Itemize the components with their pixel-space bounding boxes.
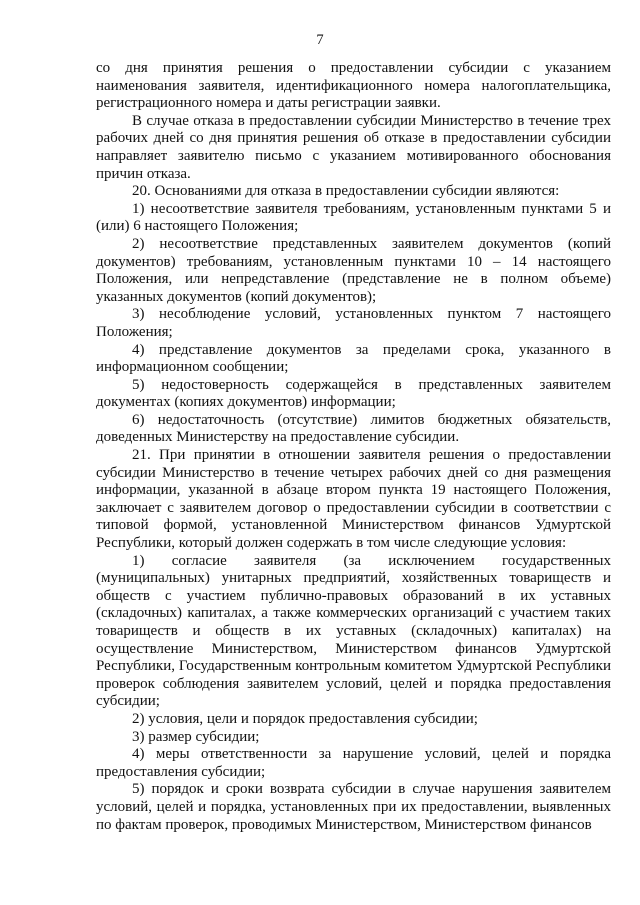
list-item-20-5: 5) недостоверность содержащейся в представленных заявителем документах (копиях документов) информации; — [96, 376, 611, 411]
list-item-21-5: 5) порядок и сроки возврата субсидии в случае нарушения заявителем условий, целей и порядка, установленных при их предоставлении, выявленных по фактам проверок, проводимых Министерством, Министерством финансов — [96, 781, 611, 833]
list-item-21-2: 2) условия, цели и порядок предоставления субсидии; — [132, 710, 478, 727]
list-item-20-1: 1) несоответствие заявителя требованиям, установленным пунктами 5 и (или) 6 настоящего Положения; — [96, 200, 611, 235]
paragraph-21-heading: 21. При принятии в отношении заявителя решения о предоставлении субсидии Министерство в течение четырех рабочих дней со дня размещения информации, указанной в абзаце втором пункта 19 настоящего Положения, заключает с заявителем договор о предоставлении субсидии в соответствии с типовой формой, установленной Министерством финансов Удмуртской Республики, который должен содержать в том числе следующие условия: — [96, 447, 611, 552]
list-item-20-6: 6) недостаточность (отсутствие) лимитов бюджетных обязательств, доведенных Министерству на предоставление субсидии. — [96, 411, 611, 446]
list-item-20-3: 3) несоблюдение условий, установленных пунктом 7 настоящего Положения; — [96, 306, 611, 340]
page-number: 7 — [316, 32, 324, 48]
list-item-21-4: 4) меры ответственности за нарушение условий, целей и порядка предоставления субсидии; — [96, 746, 611, 780]
list-item-20-4: 4) представление документов за пределами срока, указанного в информационном сообщении; — [96, 341, 611, 376]
paragraph-refusal-letter: В случае отказа в предоставлении субсидии Министерство в течение трех рабочих дней со дня принятия решения об отказе в предоставлении субсидии направляет заявителю письмо с указанием мотивированного обоснования причин отказа. — [96, 112, 611, 182]
paragraph-notification-continued: со дня принятия решения о предоставлении субсидии с указанием наименования заявителя, идентификационного номера налогоплательщика, регистрационного номера и даты регистрации заявки. — [96, 60, 611, 112]
list-item-21-1: 1) согласие заявителя (за исключением государственных (муниципальных) унитарных предприятий, хозяйственных товариществ и обществ с участием публично-правовых образований в их уставных (складочных) капиталах, а также коммерческих организаций с участием таких товариществ и обществ в их уставных (складочных) капиталах) на осуществление Министерством, Министерством финансов Удмуртской Республики, Государственным контрольным комитетом Удмуртской Республики проверок соблюдения заявителем условий, целей и порядка предоставления субсидии; — [96, 552, 611, 710]
list-item-21-3: 3) размер субсидии; — [132, 728, 260, 745]
document-body — [96, 60, 611, 834]
list-item-20-2: 2) несоответствие представленных заявителем документов (копий документов) требованиям, установленным пунктами 10 – 14 настоящего Положения, или непредставление (представление не в полном объеме) указанных документов (копий документов); — [96, 235, 611, 305]
paragraph-20-heading: 20. Основаниями для отказа в предоставлении субсидии являются: — [132, 183, 560, 200]
